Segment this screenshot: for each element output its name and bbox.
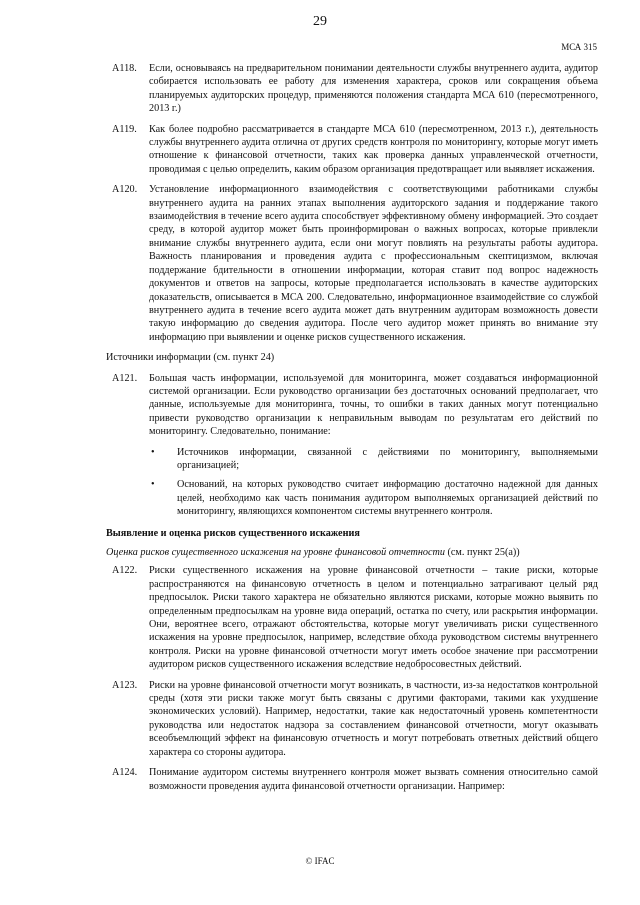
list-item-text: Источников информации, связанной с действиями по мониторингу, выполняемыми организацией; (177, 446, 598, 471)
subsection-heading-italic: Оценка рисков существенного искажения на уровне финансовой отчетности (106, 547, 445, 558)
paragraph-text: Понимание аудитором системы внутреннего контроля может вызвать сомнения относительно самой возможности проведения аудита финансовой отчетности организации. Например: (149, 767, 598, 792)
list-item (149, 478, 598, 518)
subsection-heading-ref: (см. пункт 25(a)) (444, 547, 520, 558)
section-heading-risks: Выявление и оценка рисков существенного искажения (106, 527, 360, 539)
paragraph-number: A123. (112, 679, 138, 691)
document-code: МСА 315 (561, 42, 597, 52)
paragraph-text: Большая часть информации, используемой для мониторинга, может создаваться информационной системой организации. Если руководство организации без достаточных оснований предполагает, что данные, используемые для мониторинга, точны, то ошибки в таких данных могут потенциально привести руководство организации к неправильным выводам по результатам его действий по мониторингу. Следовательно, понимание: (149, 372, 598, 438)
list-item-text: Оснований, на которых руководство считает информацию достаточно надежной для данных целей, необходимо как часть понимания аудитором выполняемых организацией действий по мониторингу, являющихся компонентом системы внутреннего контроля. (177, 479, 598, 518)
paragraph-number: A120. (112, 184, 138, 196)
paragraph-text: Риски на уровне финансовой отчетности могут возникать, в частности, из-за недостатков контрольной среды (хотя эти риски также могут быть связаны с другими факторами, такими как ухудшение экономических условий). Например, недостатки, такие как недостаточный уровень компетентности руководства или недостаток надзора за составлением финансовой отчетности, могут оказывать всеобъемлющий эффект на финансовую отчетность и могут потребовать ответных действий общего характера со стороны аудитора. (149, 679, 598, 758)
paragraph-text: Если, основываясь на предварительном понимании деятельности службы внутреннего аудита, аудитор собирается использовать ее работу для изменения характера, сроков или сокращения объема планируемых аудиторских процедур, применяются положения стандарта МСА 610 (пересмотренного, 2013 г.) (149, 63, 598, 115)
paragraph-a119 (112, 123, 598, 177)
bullet-icon: • (151, 446, 155, 458)
paragraph-a123 (112, 679, 598, 759)
list-item (149, 446, 598, 473)
footer-copyright: © IFAC (305, 856, 335, 866)
subsection-heading (106, 546, 598, 559)
paragraph-number: A124. (112, 767, 138, 779)
bullet-icon: • (151, 479, 155, 491)
paragraph-number: A119. (112, 123, 137, 135)
paragraph-text: Установление информационного взаимодействия с соответствующими работниками службы внутреннего аудита на ранних этапах выполнения аудиторского задания и поддержание такого взаимодействия в течение всего аудита способствует эффективному обмену информацией. Это создает среду, в которой аудитор может быть проинформирован о важных вопросах, которые привлекли внимание службы внутреннего аудита, если они могут повлиять на результаты работы аудитора. Важность планирования и проведения аудита с профессиональным скептицизмом, включая поддержание бдительности в отношении информации, которая ставит под вопрос надежность документов и ответов на запросы, которые предполагается использовать в качестве аудиторских доказательств, описывается в МСА 200. Следовательно, информационное взаимодействие со службой внутреннего аудита в течение всего аудита может дать внутренним аудиторам возможность довести такую информацию до сведения аудитора. После чего аудитор может принять во внимание эту информацию при выявлении и оценке рисков существенного искажения. (149, 184, 598, 343)
paragraph-a120 (112, 183, 598, 344)
paragraph-text: Риски существенного искажения на уровне финансовой отчетности – такие риски, которые распространяются на финансовую отчетность в целом и потенциально затрагивают целый ряд предпосылок. Риски такого характера не обязательно являются рисками, которые можно выявить по определенным предпосылкам на уровне вида операций, остатка по счету, или раскрытия информации. Они, вероятнее всего, отражают обстоятельства, которые могут увеличивать риски существенного искажения на уровне предпосылок, например, вследствие обхода руководством системы внутреннего контроля. Риски на уровне финансовой отчетности могут иметь особое значение при рассмотрении аудитором рисков существенного искажения вследствие недобросовестных действий. (149, 565, 598, 671)
paragraph-text: Как более подробно рассматривается в стандарте МСА 610 (пересмотренном, 2013 г.), деятельность службы внутреннего аудита отлична от других средств контроля по мониторингу, которые могут иметь отношение к финансовой отчетности, таких как проверка данных управленческой отчетности, проводимая с целью определить, каким образом организация предотвращает или выявляет искажения. (149, 123, 598, 175)
paragraph-number: A118. (112, 63, 137, 74)
paragraph-number: A122. (112, 565, 138, 577)
paragraph-a124 (112, 766, 598, 793)
bullet-list (112, 446, 598, 519)
paragraph-a118 (112, 62, 598, 116)
paragraph-a121 (112, 372, 598, 439)
page-number: 29 (313, 14, 327, 29)
page-body (106, 62, 598, 800)
paragraph-a122 (112, 564, 598, 671)
section-heading-sources: Источники информации (см. пункт 24) (106, 352, 275, 364)
paragraph-number: A121. (112, 372, 138, 384)
